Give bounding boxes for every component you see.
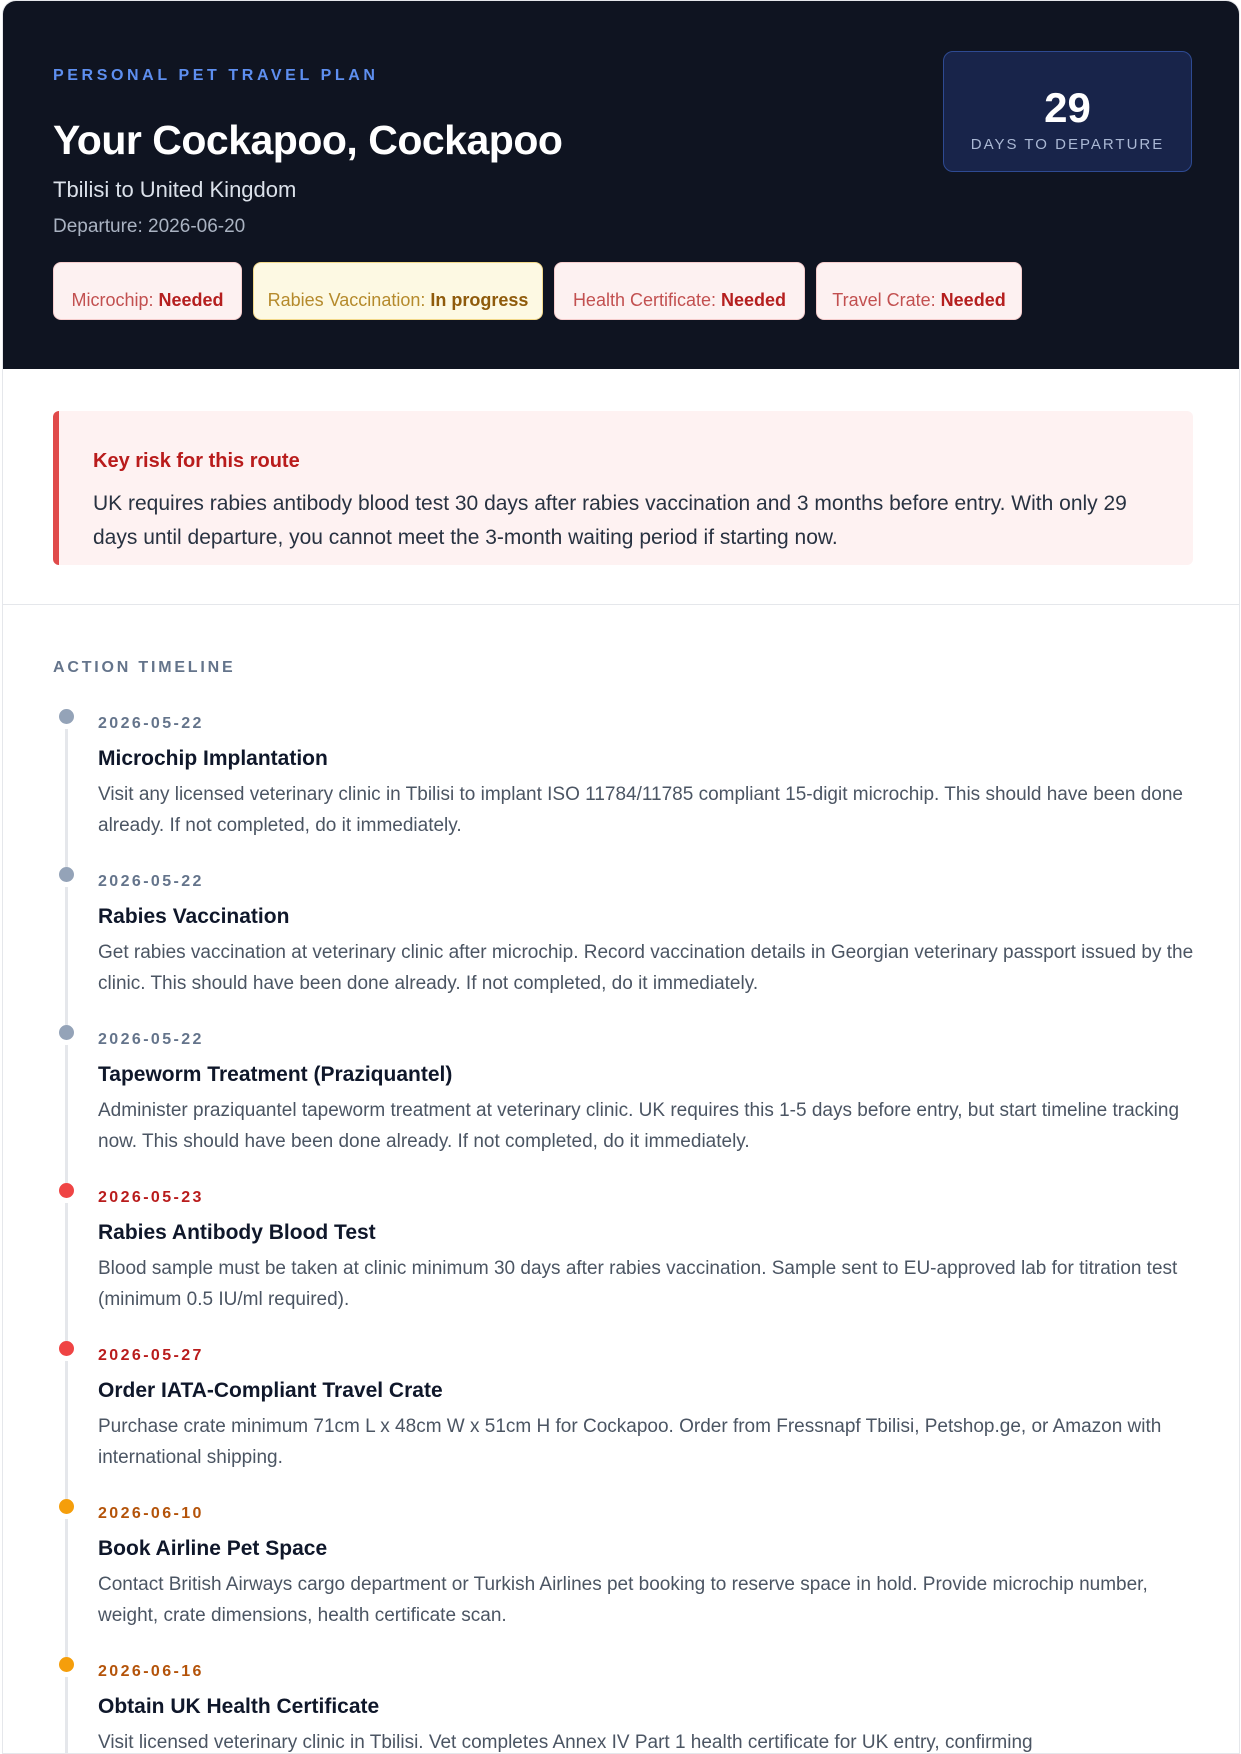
timeline-dot xyxy=(59,1025,74,1040)
plan-title: Your Cockapoo, Cockapoo xyxy=(53,117,563,163)
timeline-item xyxy=(53,1499,1203,1657)
timeline-item xyxy=(53,1341,1203,1499)
timeline-dot xyxy=(59,1499,74,1514)
timeline-step-title: Book Airline Pet Space xyxy=(98,1537,328,1560)
timeline-step-description: Get rabies vaccination at veterinary clinic after microchip. Record vaccination details in Georgian veterinary passport issued by the clinic. This should have been done already. If not completed, do it immediately. xyxy=(98,942,1194,994)
departure-countdown xyxy=(943,51,1192,172)
timeline-date: 2026-06-10 xyxy=(98,1505,204,1522)
status-badge-travel-crate xyxy=(816,262,1022,320)
timeline-line xyxy=(65,1519,68,1657)
timeline-line xyxy=(65,887,68,1025)
timeline-step-title: Obtain UK Health Certificate xyxy=(98,1695,380,1718)
status-badge-label: Microchip: xyxy=(71,290,154,310)
key-risk-alert xyxy=(53,411,1193,565)
status-badge-value: Needed xyxy=(940,290,1006,310)
departure-date: Departure: 2026-06-20 xyxy=(53,216,246,237)
timeline-dot xyxy=(59,867,74,882)
status-badge-label: Travel Crate: xyxy=(832,290,936,310)
timeline-step-title: Order IATA-Compliant Travel Crate xyxy=(98,1379,443,1402)
timeline-date: 2026-05-22 xyxy=(98,1031,204,1048)
timeline-date: 2026-05-23 xyxy=(98,1189,204,1206)
risk-description: UK requires rabies antibody blood test 30 days after rabies vaccination and 3 months before entry. With only 29 days until departure, you cannot meet the 3-month waiting period if starting now. xyxy=(93,492,1127,549)
status-badge-label: Rabies Vaccination: xyxy=(267,290,426,310)
timeline-step-description: Administer praziquantel tapeworm treatment at veterinary clinic. UK requires this 1-5 days before entry, but start timeline tracking now. This should have been done already. If not completed, do it immediately. xyxy=(98,1100,1180,1152)
timeline-dot xyxy=(59,709,74,724)
plan-eyebrow: PERSONAL PET TRAVEL PLAN xyxy=(53,67,379,84)
timeline-step-title: Rabies Vaccination xyxy=(98,905,290,928)
status-badge-microchip xyxy=(53,262,242,320)
timeline-step-description: Purchase crate minimum 71cm L x 48cm W x 51cm H for Cockapoo. Order from Fressnapf Tbilisi, Petshop.ge, or Amazon with international shipping. xyxy=(98,1416,1162,1468)
travel-plan-card xyxy=(2,0,1240,1754)
timeline-step-description: Visit licensed veterinary clinic in Tbilisi. Vet completes Annex IV Part 1 health certificate for UK entry, confirming xyxy=(98,1732,1033,1753)
status-badge-health-certificate xyxy=(554,262,805,320)
timeline-date: 2026-05-22 xyxy=(98,715,204,732)
status-badge-label: Health Certificate: xyxy=(572,290,716,310)
countdown-days: 29 xyxy=(1044,84,1091,131)
timeline-heading: ACTION TIMELINE xyxy=(53,659,236,676)
timeline-line xyxy=(65,1203,68,1341)
timeline-line xyxy=(65,729,68,867)
timeline-item xyxy=(53,867,1203,1025)
timeline-step-description: Contact British Airways cargo department or Turkish Airlines pet booking to reserve space in hold. Provide microchip number, weight, crate dimensions, health certificate scan. xyxy=(98,1574,1148,1626)
timeline-item xyxy=(53,1025,1203,1183)
timeline-item xyxy=(53,1657,1203,1754)
status-badge-rabies-vaccination xyxy=(253,262,543,320)
timeline-item xyxy=(53,1183,1203,1341)
status-badge-value: Needed xyxy=(721,290,787,310)
status-badge-value: Needed xyxy=(158,290,224,310)
timeline-step-description: Visit any licensed veterinary clinic in Tbilisi to implant ISO 11784/11785 compliant 15-digit microchip. This should have been done already. If not completed, do it immediately. xyxy=(98,784,1184,836)
status-badge-value: In progress xyxy=(430,290,529,310)
timeline-line xyxy=(65,1677,68,1754)
timeline-step-title: Tapeworm Treatment (Praziquantel) xyxy=(98,1063,453,1086)
section-divider xyxy=(3,604,1239,605)
timeline-dot xyxy=(59,1183,74,1198)
risk-title: Key risk for this route xyxy=(93,450,300,472)
timeline-item xyxy=(53,709,1203,867)
timeline-step-title: Rabies Antibody Blood Test xyxy=(98,1221,376,1244)
timeline-line xyxy=(65,1361,68,1499)
timeline-step-description: Blood sample must be taken at clinic minimum 30 days after rabies vaccination. Sample sent to EU-approved lab for titration test (minimum 0.5 IU/ml required). xyxy=(98,1258,1178,1310)
travel-route: Tbilisi to United Kingdom xyxy=(53,177,297,202)
timeline-step-title: Microchip Implantation xyxy=(98,747,328,770)
timeline-dot xyxy=(59,1341,74,1356)
timeline-date: 2026-06-16 xyxy=(98,1663,204,1680)
timeline-date: 2026-05-22 xyxy=(98,873,204,890)
plan-header xyxy=(3,1,1239,369)
timeline-line xyxy=(65,1045,68,1183)
countdown-label: DAYS TO DEPARTURE xyxy=(970,136,1165,153)
timeline-dot xyxy=(59,1657,74,1672)
timeline-date: 2026-05-27 xyxy=(98,1347,204,1364)
